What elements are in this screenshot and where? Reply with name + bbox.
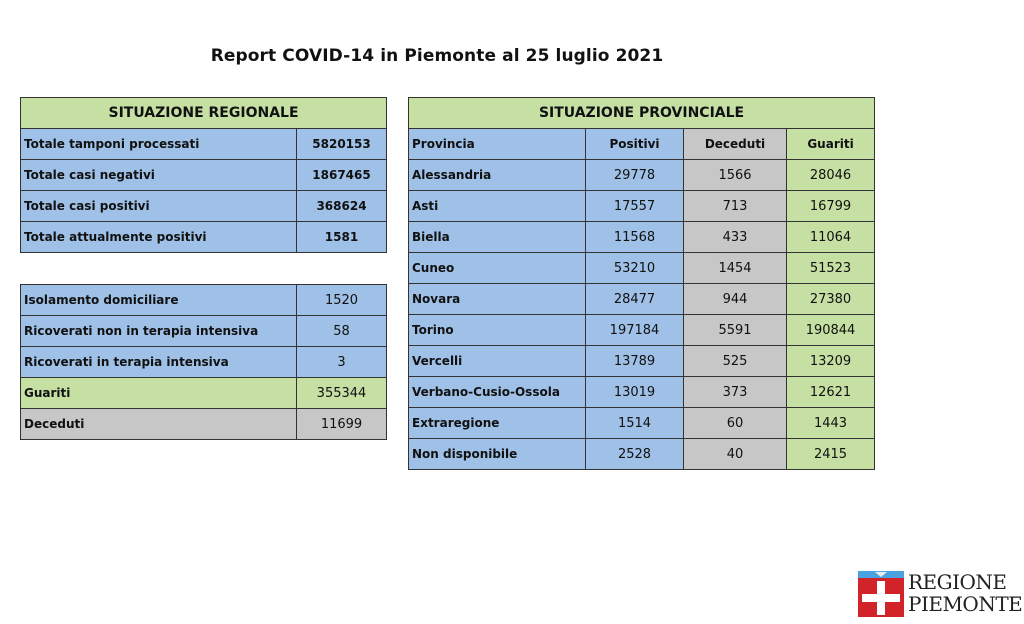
table-row	[409, 191, 875, 222]
row-label: Totale casi negativi	[21, 160, 297, 191]
regione-piemonte-emblem-icon	[858, 571, 904, 617]
column-header: Provincia	[409, 129, 586, 160]
column-header: Positivi	[586, 129, 684, 160]
guariti-value: 13209	[787, 346, 875, 377]
row-label: Isolamento domiciliare	[21, 285, 297, 316]
column-header: Deceduti	[684, 129, 787, 160]
deceduti-value: 525	[684, 346, 787, 377]
table-row	[409, 160, 875, 191]
deceduti-value: 40	[684, 439, 787, 470]
positivi-value: 11568	[586, 222, 684, 253]
row-label: Ricoverati non in terapia intensiva	[21, 316, 297, 347]
guariti-value: 11064	[787, 222, 875, 253]
positivi-value: 197184	[586, 315, 684, 346]
province-name: Non disponibile	[409, 439, 586, 470]
row-value: 1520	[297, 285, 387, 316]
row-label: Ricoverati in terapia intensiva	[21, 347, 297, 378]
guariti-value: 51523	[787, 253, 875, 284]
regional-situation-table	[20, 97, 387, 253]
table-row	[21, 378, 387, 409]
row-label: Totale casi positivi	[21, 191, 297, 222]
guariti-value: 2415	[787, 439, 875, 470]
logo-line-2: PIEMONTE	[908, 592, 1023, 616]
regione-piemonte-logo	[858, 570, 1023, 619]
positivi-value: 17557	[586, 191, 684, 222]
province-name: Biella	[409, 222, 586, 253]
table-row	[21, 222, 387, 253]
row-value: 11699	[297, 409, 387, 440]
column-header-row	[409, 129, 875, 160]
positivi-value: 13789	[586, 346, 684, 377]
deceduti-value: 373	[684, 377, 787, 408]
row-value: 1867465	[297, 160, 387, 191]
table-row	[409, 346, 875, 377]
province-name: Extraregione	[409, 408, 586, 439]
provincial-situation-table	[408, 97, 875, 470]
row-value: 368624	[297, 191, 387, 222]
report-title: Report COVID-14 in Piemonte al 25 luglio 2021	[210, 46, 664, 66]
province-name: Verbano-Cusio-Ossola	[409, 377, 586, 408]
provincial-header: SITUAZIONE PROVINCIALE	[409, 98, 875, 129]
positivi-value: 53210	[586, 253, 684, 284]
positivi-value: 2528	[586, 439, 684, 470]
positivi-value: 13019	[586, 377, 684, 408]
row-value: 3	[297, 347, 387, 378]
deceduti-value: 944	[684, 284, 787, 315]
province-name: Vercelli	[409, 346, 586, 377]
province-name: Asti	[409, 191, 586, 222]
guariti-value: 27380	[787, 284, 875, 315]
guariti-value: 1443	[787, 408, 875, 439]
row-label: Deceduti	[21, 409, 297, 440]
row-value: 5820153	[297, 129, 387, 160]
province-name: Torino	[409, 315, 586, 346]
table-row	[21, 160, 387, 191]
guariti-value: 16799	[787, 191, 875, 222]
logo-wordmark	[908, 571, 1022, 615]
regional-header: SITUAZIONE REGIONALE	[21, 98, 387, 129]
province-name: Novara	[409, 284, 586, 315]
row-label: Guariti	[21, 378, 297, 409]
column-header: Guariti	[787, 129, 875, 160]
table-row	[21, 347, 387, 378]
table-row	[409, 253, 875, 284]
positivi-value: 28477	[586, 284, 684, 315]
regional-breakdown-table	[20, 284, 387, 440]
deceduti-value: 433	[684, 222, 787, 253]
table-row	[21, 285, 387, 316]
table-row	[409, 439, 875, 470]
deceduti-value: 5591	[684, 315, 787, 346]
table-row	[21, 129, 387, 160]
guariti-value: 28046	[787, 160, 875, 191]
row-value: 1581	[297, 222, 387, 253]
row-value: 355344	[297, 378, 387, 409]
logo-line-1: REGIONE	[908, 570, 1007, 594]
province-name: Alessandria	[409, 160, 586, 191]
guariti-value: 12621	[787, 377, 875, 408]
guariti-value: 190844	[787, 315, 875, 346]
positivi-value: 1514	[586, 408, 684, 439]
row-value: 58	[297, 316, 387, 347]
table-row	[409, 408, 875, 439]
table-row	[409, 222, 875, 253]
table-row	[21, 409, 387, 440]
table-row	[21, 316, 387, 347]
deceduti-value: 1566	[684, 160, 787, 191]
positivi-value: 29778	[586, 160, 684, 191]
province-name: Cuneo	[409, 253, 586, 284]
table-row	[409, 377, 875, 408]
row-label: Totale tamponi processati	[21, 129, 297, 160]
deceduti-value: 713	[684, 191, 787, 222]
deceduti-value: 1454	[684, 253, 787, 284]
deceduti-value: 60	[684, 408, 787, 439]
table-row	[409, 315, 875, 346]
table-row	[21, 191, 387, 222]
row-label: Totale attualmente positivi	[21, 222, 297, 253]
table-row	[409, 284, 875, 315]
